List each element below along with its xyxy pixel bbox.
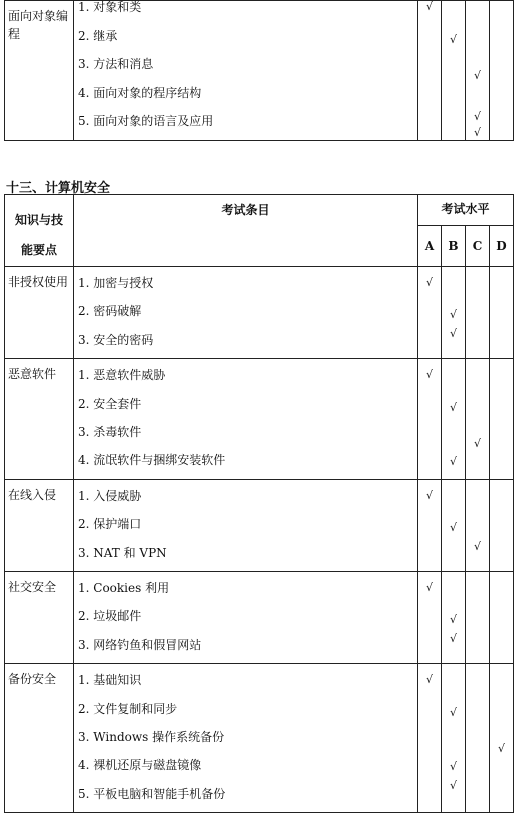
- level-cell-b: [442, 267, 466, 359]
- exam-item: 1. 基础知识: [78, 673, 142, 688]
- exam-item: 5. 平板电脑和智能手机备份: [78, 786, 226, 801]
- exam-item: 1. 入侵威胁: [78, 488, 142, 503]
- check-mark: √: [449, 705, 457, 719]
- topic-cell: 非授权使用: [5, 267, 74, 359]
- check-mark: √: [425, 0, 433, 13]
- header-knowledge-line1: 知识与技: [14, 213, 63, 227]
- security-table: [4, 194, 514, 813]
- level-cell-b: [442, 571, 466, 663]
- level-cell-b: [442, 479, 466, 571]
- check-mark: √: [425, 673, 433, 687]
- header-knowledge-line2: 能要点: [20, 243, 57, 257]
- exam-item: 4. 裸机还原与磁盘镜像: [78, 758, 202, 773]
- header-col-a: A: [418, 226, 442, 267]
- exam-item: 2. 垃圾邮件: [78, 609, 142, 624]
- top-group-row: [5, 1, 514, 141]
- header-col-c: C: [466, 226, 490, 267]
- exam-item: 1. 对象和类: [78, 0, 142, 14]
- level-cell-a: [418, 267, 442, 359]
- exam-item: 3. 方法和消息: [78, 57, 154, 72]
- items-cell: [74, 1, 418, 141]
- exam-item: 3. 安全的密码: [78, 332, 154, 347]
- exam-item: 1. 加密与授权: [78, 276, 154, 290]
- header-col-d: D: [490, 226, 514, 267]
- check-mark: √: [473, 126, 481, 140]
- exam-item: 3. 网络钓鱼和假冒网站: [78, 637, 202, 652]
- check-mark: √: [449, 778, 457, 792]
- level-cell-d: [490, 267, 514, 359]
- exam-item: 5. 面向对象的语言及应用: [78, 114, 214, 129]
- check-mark: √: [498, 741, 506, 755]
- level-cell-a: [418, 359, 442, 480]
- items-cell: [74, 479, 418, 571]
- exam-item: 4. 流氓软件与捆绑安装软件: [78, 453, 226, 468]
- level-cell-d: [490, 1, 514, 141]
- check-mark: √: [449, 613, 457, 627]
- level-cell-c: [466, 664, 490, 813]
- exam-item: 4. 面向对象的程序结构: [78, 85, 202, 100]
- level-cell-d: [490, 479, 514, 571]
- exam-item: 2. 安全套件: [78, 396, 142, 411]
- check-mark: √: [449, 521, 457, 535]
- check-mark: √: [449, 455, 457, 469]
- sec-group-row: [5, 479, 514, 571]
- section-title: 十三、计算机安全: [6, 181, 111, 196]
- check-mark: √: [473, 436, 481, 450]
- level-cell-a: [418, 664, 442, 813]
- exam-item: 2. 继承: [78, 28, 118, 43]
- header-knowledge: [5, 195, 74, 267]
- topic-cell: 面向对象编程: [5, 1, 74, 141]
- check-mark: √: [449, 308, 457, 322]
- exam-item: 2. 密码破解: [78, 304, 142, 319]
- items-cell: [74, 664, 418, 813]
- level-cell-b: [442, 1, 466, 141]
- check-mark: √: [473, 69, 481, 83]
- check-mark: √: [473, 110, 481, 124]
- exam-item: 3. NAT 和 VPN: [78, 545, 167, 560]
- check-mark: √: [449, 760, 457, 774]
- level-cell-d: [490, 664, 514, 813]
- level-cell-d: [490, 571, 514, 663]
- topic-cell: 社交安全: [5, 571, 74, 663]
- header-items: 考试条目: [74, 195, 418, 267]
- level-cell-b: [442, 664, 466, 813]
- topic-cell: 在线入侵: [5, 479, 74, 571]
- level-cell-c: [466, 571, 490, 663]
- level-cell-a: [418, 571, 442, 663]
- exam-item: 3. Windows 操作系统备份: [78, 729, 225, 744]
- sec-group-row: [5, 571, 514, 663]
- exam-item: 1. 恶意软件威胁: [78, 368, 166, 383]
- check-mark: √: [425, 276, 433, 289]
- level-cell-b: [442, 359, 466, 480]
- sec-group-row: [5, 664, 514, 813]
- check-mark: √: [425, 368, 433, 382]
- topic-cell: 恶意软件: [5, 359, 74, 480]
- sec-group-row: [5, 267, 514, 359]
- header-col-b: B: [442, 226, 466, 267]
- exam-item: 2. 保护端口: [78, 517, 142, 532]
- items-cell: [74, 267, 418, 359]
- level-cell-c: [466, 359, 490, 480]
- check-mark: √: [449, 32, 457, 46]
- level-cell-d: [490, 359, 514, 480]
- exam-item: 2. 文件复制和同步: [78, 701, 178, 716]
- header-row-1: [5, 195, 514, 226]
- topic-cell: 备份安全: [5, 664, 74, 813]
- level-cell-c: [466, 1, 490, 141]
- exam-item: 1. Cookies 利用: [78, 580, 170, 595]
- check-mark: √: [473, 539, 481, 553]
- sec-group-row: [5, 359, 514, 480]
- header-level: 考试水平: [418, 195, 514, 226]
- level-cell-c: [466, 267, 490, 359]
- top-section-table: [4, 0, 514, 141]
- level-cell-c: [466, 479, 490, 571]
- check-mark: √: [425, 580, 433, 594]
- level-cell-a: [418, 479, 442, 571]
- check-mark: √: [425, 488, 433, 502]
- check-mark: √: [449, 631, 457, 645]
- items-cell: [74, 571, 418, 663]
- items-cell: [74, 359, 418, 480]
- level-cell-a: [418, 1, 442, 141]
- exam-item: 3. 杀毒软件: [78, 424, 142, 439]
- check-mark: √: [449, 326, 457, 340]
- check-mark: √: [449, 400, 457, 414]
